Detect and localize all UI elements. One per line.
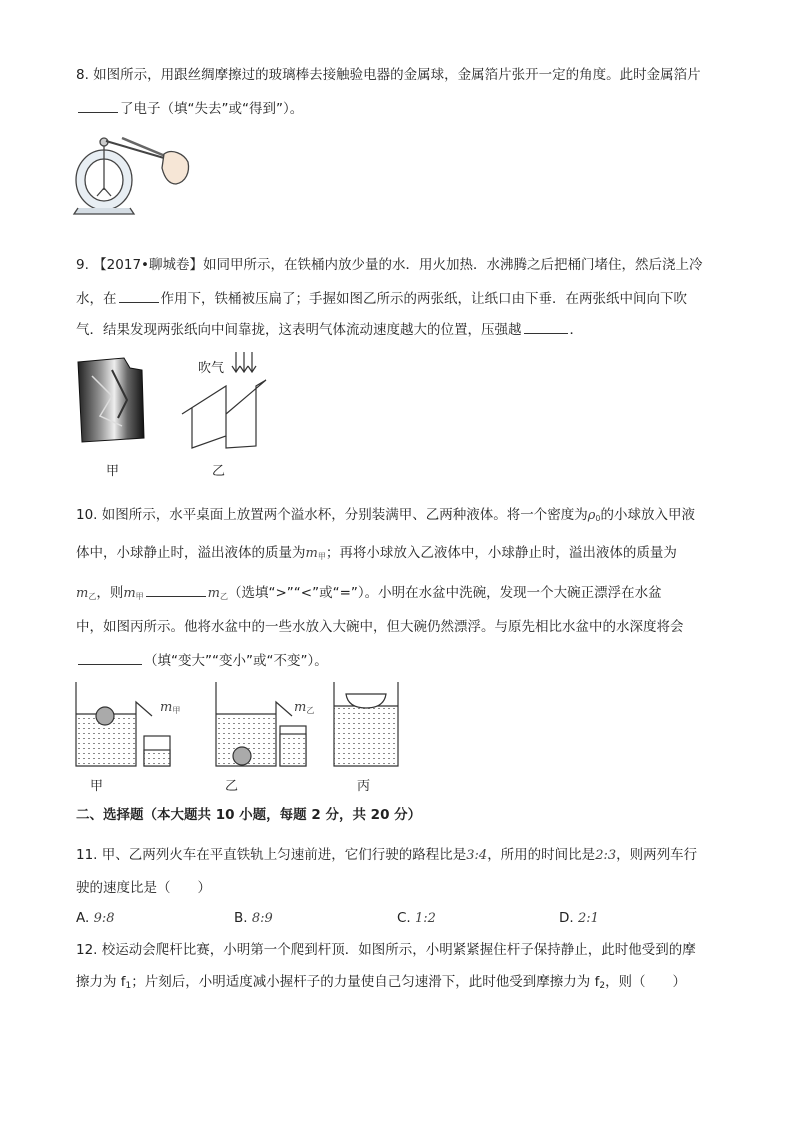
- q10-text-3a: ，则: [96, 585, 124, 601]
- q8-line1: [76, 65, 701, 85]
- m-jia-symbol: [306, 546, 326, 561]
- q9-answer-blank-2[interactable]: [524, 319, 568, 334]
- q9-text-2a: 水，在: [76, 291, 117, 307]
- m-jia-subscript: 甲: [172, 706, 181, 715]
- q11-line1: [76, 845, 697, 866]
- m-letter: m: [76, 586, 89, 601]
- m-yi-subscript: 乙: [306, 706, 315, 715]
- q9-line3: [76, 319, 583, 340]
- q9-text-3a: 气．结果发现两张纸向中间靠拢，这表明气体流动速度越大的位置，压强越: [76, 322, 522, 338]
- f2-subscript: 2: [599, 981, 606, 991]
- distance-ratio: 3:4: [466, 848, 488, 863]
- rho-symbol: [588, 508, 601, 523]
- q9-text-2b: 作用下，铁桶被压扁了；手握如图乙所示的两张纸，让纸口由下垂．在两张纸中间向下吹: [160, 291, 687, 307]
- q10-text-5: （填“变大”“变小”或“不变”）。: [144, 653, 328, 669]
- m-jia-subscript: 甲: [135, 592, 144, 601]
- q8-text-2: 了电子（填“失去”或“得到”）。: [120, 101, 304, 117]
- q9-line1: [76, 255, 703, 275]
- q11-option-b[interactable]: [234, 908, 273, 929]
- q10-line5: [76, 650, 328, 671]
- q10-text-3b: （选填“>”“<”或“=”）。小明在水盆中洗碗，发现一个大碗正漂浮在水盆: [227, 585, 662, 601]
- q10-line1: [76, 505, 695, 529]
- q11-text-1a: 11. 甲、乙两列火车在平直铁轨上匀速前进，它们行驶的路程比是: [76, 847, 467, 863]
- m-jia-subscript: 甲: [317, 552, 326, 561]
- option-value: 9:8: [93, 911, 115, 926]
- q10-text-2b: ；再将小球放入乙液体中，小球静止时，溢出液体的质量为: [325, 545, 677, 561]
- q10-answer-blank-2[interactable]: [78, 650, 142, 665]
- q10-text-1b: 的小球放入甲液: [600, 507, 696, 523]
- m-letter: m: [294, 700, 307, 715]
- paper-blowing-figure: [176, 350, 276, 450]
- option-letter: C.: [397, 910, 411, 926]
- m-letter: m: [160, 700, 173, 715]
- q12-text-2c: ，则（ ）: [605, 974, 687, 990]
- m-letter: m: [207, 586, 220, 601]
- blow-label: 吹气: [198, 361, 225, 376]
- option-letter: B.: [234, 910, 248, 926]
- q10-line3: [76, 582, 662, 607]
- q11-text-1c: ，则两列车行: [616, 847, 698, 863]
- q10-answer-blank-1[interactable]: [146, 582, 206, 597]
- q12-line2: [76, 972, 686, 996]
- section-heading-2: 二、选择题（本大题共 10 小题，每题 2 分，共 20 分）: [76, 807, 422, 823]
- q8-line2: [76, 98, 303, 119]
- m-yi-subscript: 乙: [219, 592, 228, 601]
- q10-text-1a: 10. 如图所示，水平桌面上放置两个溢水杯，分别装满甲、乙两种液体。将一个密度为: [76, 507, 588, 523]
- q11-line2: [76, 878, 211, 898]
- m-letter: m: [305, 546, 318, 561]
- m-yi-label: [294, 698, 314, 721]
- q9-answer-blank-1[interactable]: [119, 288, 159, 303]
- cup-label-jia: 甲: [90, 779, 104, 794]
- cup-label-yi: 乙: [225, 779, 239, 794]
- q8-text-1: 8. 如图所示，用跟丝绸摩擦过的玻璃棒去接触验电器的金属球，金属箔片张开一定的角度。此时金属箔片: [76, 67, 701, 83]
- q11-option-d[interactable]: [559, 908, 599, 929]
- q9-line2: [76, 288, 687, 309]
- q12-text-2a: 擦力为 f: [76, 974, 126, 990]
- rho-letter: ρ: [587, 508, 596, 523]
- m-yi-subscript: 乙: [88, 592, 97, 601]
- q11-text-2: 驶的速度比是（ ）: [76, 880, 211, 896]
- q10-text-2a: 体中，小球静止时，溢出液体的质量为: [76, 545, 306, 561]
- crushed-can-figure: [72, 356, 152, 446]
- q12-text-2b: ；片刻后，小明适度减小握杆子的力量使自己匀速滑下，此时他受到摩擦力为 f: [131, 974, 600, 990]
- m-letter: m: [123, 586, 136, 601]
- q9-text-1: 9. 【2017•聊城卷】如同甲所示，在铁桶内放少量的水．用火加热．水沸腾之后把桶门堵住，然后浇上冷: [76, 257, 703, 273]
- q11-option-c[interactable]: [397, 908, 436, 929]
- option-letter: D.: [559, 910, 574, 926]
- q10-line2: [76, 543, 677, 567]
- option-value: 8:9: [251, 911, 273, 926]
- m-yi-symbol-2: [208, 586, 228, 601]
- q10-line4: [76, 617, 684, 637]
- option-value: 1:2: [415, 911, 436, 926]
- electroscope-figure: [72, 128, 202, 218]
- q10-text-4: 中，如图丙所示。他将水盆中的一些水放入大碗中，但大碗仍然漂浮。与原先相比水盆中的水深度将会: [76, 619, 684, 635]
- q12-line1: [76, 940, 696, 960]
- option-letter: A.: [76, 910, 90, 926]
- option-value: 2:1: [577, 911, 599, 926]
- rho-subscript: 0: [595, 514, 601, 523]
- m-jia-symbol-2: [123, 586, 143, 601]
- fig-label-jia: 甲: [106, 464, 120, 479]
- fig-label-yi: 乙: [212, 464, 226, 479]
- q12-text-1: 12. 校运动会爬杆比赛，小明第一个爬到杆顶．如图所示，小明紧紧握住杆子保持静止，此时他受到的摩: [76, 942, 696, 958]
- cup-label-bing: 丙: [357, 779, 371, 794]
- m-jia-label: [160, 698, 180, 721]
- m-yi-symbol: [76, 586, 96, 601]
- q11-option-a[interactable]: [76, 908, 115, 929]
- q11-text-1b: ，所用的时间比是: [487, 847, 596, 863]
- q9-text-3b: ．: [569, 322, 583, 338]
- overflow-cups-figure: [72, 676, 412, 771]
- time-ratio: 2:3: [595, 848, 617, 863]
- f1-subscript: 1: [125, 981, 132, 991]
- q8-answer-blank[interactable]: [78, 98, 118, 113]
